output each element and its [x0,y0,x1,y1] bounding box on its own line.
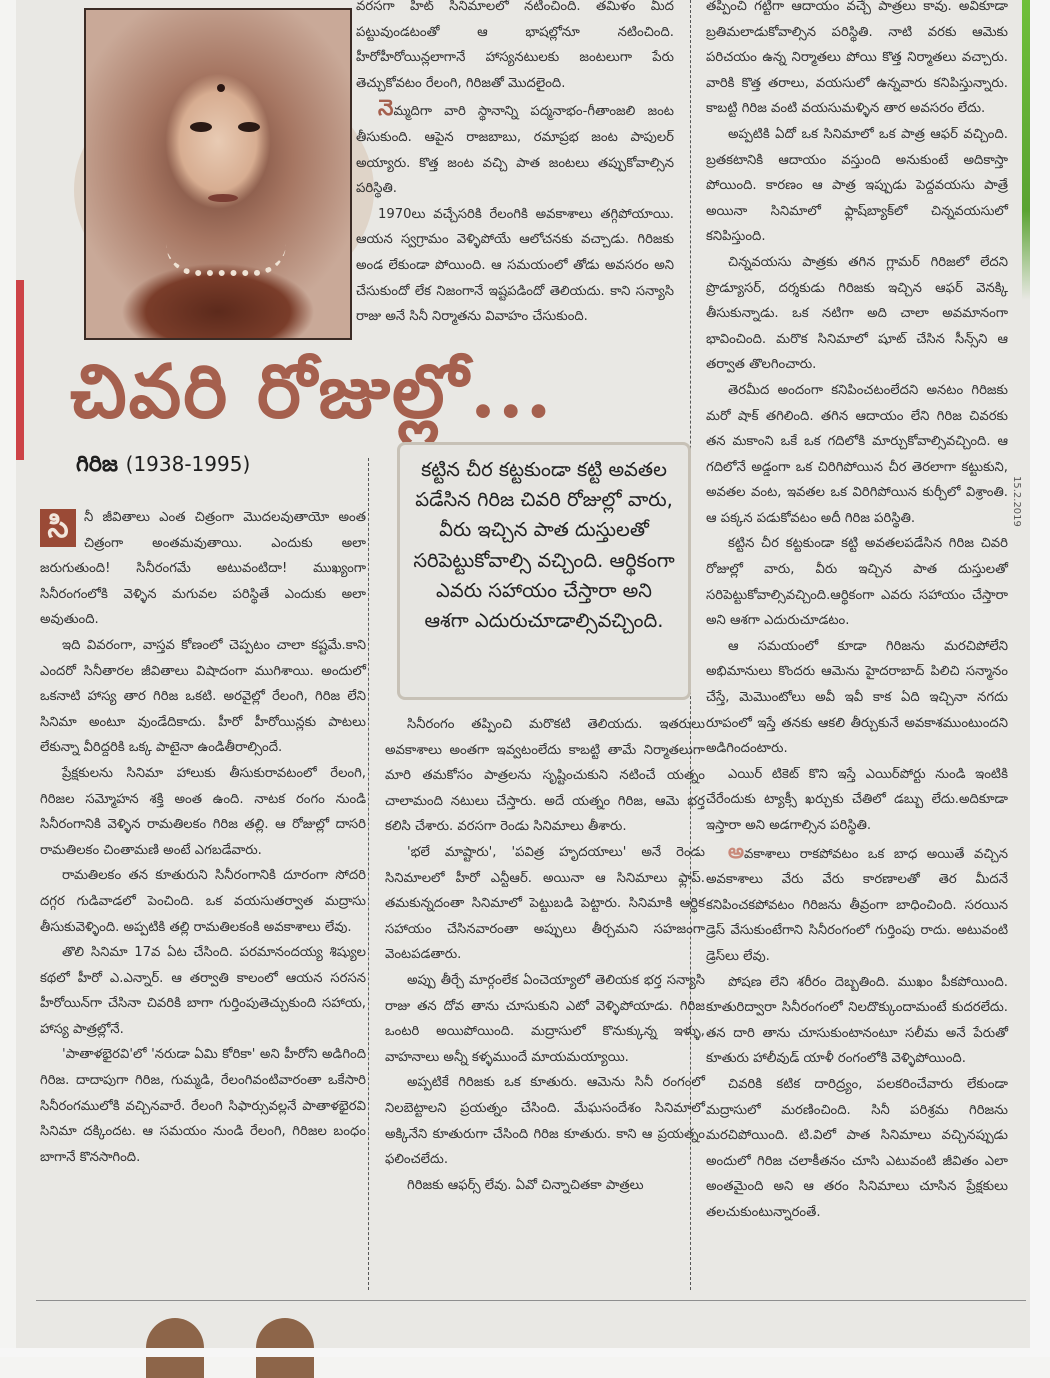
left-eye [190,122,212,132]
column-middle [385,712,705,1198]
paragraph: తెరమీద అందంగా కనిపించటంలేదని అనటం గిరిజకు మరో షాక్ తగిలింది. తగిన ఆదాయం లేని గిరిజ చివరకు తన మకాంని ఒకే ఒక గదిలోకి మార్చుకోవాల్సివచ్చింది. ఆ గదిలోనే అడ్డంగా ఒక చిరిగిపోయిన చీర తెరలాగా కట్టుకుని, అవతల వంట, ఇవతల ఒక విరిగిపోయిన కుర్చీలో విశ్రాంతి. ఆ పక్కన పడుకోవటం అదీ గిరిజ పరిస్థితి. [706,382,1008,526]
newspaper-page [16,0,1030,1357]
paragraph: వరసగా హిట్ సినిమాలలో నటించింది. తమిళం మీద పట్టువుండటంతో ఆ భాషల్లోనూ నటించింది. హీరోహీరోయిన్లలాగానే హాస్యనటులకు జంటలుగా పేరు తెచ్చుకోవటం రేలంగి, గిరిజతో మొదలైంది. [356,0,674,91]
scan-margin-right [1030,0,1050,1357]
paragraph: ఇది వివరంగా, వాస్తవ కోణంలో చెప్పటం చాలా కష్టమే.కాని ఎందరో సినీతారల జీవితాలు విషాదంగా ముగిశాయి. అందులో ఒకనాటి హాస్య తార గిరిజ ఒకటి. అరవైల్లో రేలంగి, గిరిజ లేని సినిమా అంటూ వుండేదికాదు. హీరో హీరోయిన్లకు పాటలు లేకున్నా వీరిద్దరికి ఒక్క పాటైనా ఉండితీరాల్సిందే. [40,637,366,756]
headline: చివరి రోజుల్లో... [70,349,554,435]
pull-quote-text: కట్టిన చీర కట్టకుండా కట్టి అవతల పడేసిన గిరిజ చివరి రోజుల్లో వారు, వీరు ఇచ్చిన పాత దుస్తులతో సరిపెట్టుకోవాల్సి వచ్చింది. ఆర్థికంగా ఎవరు సహాయం చేస్తారా అని ఆశగా ఎదురుచూడాల్సివచ్చింది. [413,458,675,633]
right-eye [238,122,260,132]
paragraph: అప్పటికి ఏదో ఒక సినిమాలో ఒక పాత్ర ఆఫర్ వచ్చింది. బ్రతకటానికి ఆదాయం వస్తుంది అనుకుంటే అదికాస్తా పోయింది. కారణం ఆ పాత్ర ఇప్పుడు పెద్దవయసు పాత్రే అయినా సినిమాలో ఫ్లాష్‌బ్యాక్‌లో చిన్నవయసులో కనిపిస్తుంది. [706,126,1008,245]
paragraph-text: నీ జీవితాలు ఎంత చిత్రంగా మొదలవుతాయో అంత చిత్రంగా అంతమవుతాయి. ఎందుకు అలా జరుగుతుంది! సినీరంగమే అటువంటిదా! ముఖ్యంగా సినీరంగంలోకి వెళ్ళిన మగువల పరిస్థితే ఎందుకు అలా అవుతుంది. [40,510,366,628]
paragraph-with-dropcap [356,96,674,201]
dropcap: సి [40,509,76,547]
paragraph-text: వకాశాలు రాకపోవటం ఒక బాధ అయితే వచ్చిన అవకాశాలు వేరు వేరు కారణాలతో తెర మీదనే కనిపించకపోవటం గిరిజను తీవ్రంగా బాధించింది. సరయిన డ్రెస్ వేసుకుంటేగాని సినీరంగంలో గుర్తింపు రాదు. అటువంటి డ్రెస్‌లు లేవు. [706,846,1008,964]
column-right [706,0,1008,1226]
column-divider [368,458,369,1290]
bottom-rule [36,1300,1026,1301]
paragraph: 1970లు వచ్చేసరికి రేలంగికి అవకాశాలు తగ్గిపోయాయి. ఆయన స్వగ్రామం వెళ్ళిపోయే ఆలోచనకు వచ్చాడు. గిరిజకు అండ లేకుండా పోయింది. ఆ సమయంలో తోడు అవసరం అని చేసుకుందో లేక నిజంగానే ఇష్టపడిందో తెలియదు. కాని సన్యాసి రాజు అనే సినీ నిర్మాతను వివాహం చేసుకుంది. [356,206,674,325]
lips [208,194,238,202]
column-left [40,505,366,1170]
paragraph: ఆ సమయంలో కూడా గిరిజను మరచిపోలేని అభిమానులు కొందరు ఆమెను హైదరాబాద్ పిలిచి సన్మానం చేస్తే, మెమొంటోలు అవీ ఇవీ కాక ఏది ఇచ్చినా నగదు రూపంలో ఇస్తే తనకు ఆకలి తీర్చుకునే అవకాశముంటుందని అడిగిందంటారు. [706,638,1008,757]
page-date: 15.2.2019 [1011,476,1022,527]
paragraph-with-dropcap [706,839,1008,970]
paragraph: అప్పటికే గిరిజకు ఒక కూతురు. ఆమెను సినీ రంగంలో నిలబెట్టాలని ప్రయత్నం చేసింది. మేఘసందేశం సినిమాలో అక్కినేని కూతురుగా చేసింది గిరిజ కూతురు. కాని ఆ ప్రయత్నం ఫలించలేదు. [385,1075,705,1168]
dropcap: అ [728,838,744,863]
bindi-mark [217,84,225,92]
paragraph-with-dropcap [40,505,366,633]
necklace [166,244,286,276]
paragraph: సినీరంగం తప్పించి మరొకటి తెలియదు. ఇతరులు అవకాశాలు అంతగా ఇవ్వటంలేదు కాబట్టి తామే నిర్మాతలుగా మారి తమకోసం పాత్రలను సృష్టించుకుని నటించే యత్నం చాలామంది నటులు చేస్తారు. అదే యత్నం గిరిజ, ఆమె భర్త కలిసి చేశారు. వరసగా రెండు సినిమాలు తీశారు. [385,717,705,835]
paragraph: రామతిలకం తన కూతురుని సినీరంగానికి దూరంగా సోదరి దగ్గర గుడివాడలో పెంచింది. ఒక వయసుతర్వాత మద్రాసు తీసుకువెళ్ళింది. అప్పటికి తల్లి రామతిలకంకి అవకాశాలు లేవు. [40,868,366,935]
column-top-middle [356,0,674,330]
paragraph: 'పాతాళభైరవి'లో 'నరుడా ఏమి కోరికా' అని హీరోని అడిగింది గిరిజ. దాదాపుగా గిరిజ, గుమ్మడి, రేలంగివంటివారంతా ఒకేసారి సినీరంగములోకి వచ్చినవారే. రేలంగి సిఫార్సువల్లనే పాతాళభైరవి సినిమా దక్కిందట. ఆ సమయం నుండి రేలంగి, గిరిజల బంధం బాగానే కొనసాగింది. [40,1047,366,1165]
paragraph: తప్పించి గట్టిగా ఆదాయం వచ్చే పాత్రలు కావు. అవికూడా బ్రతిమలాడుకోవాల్సిన పరిస్థితి. నాటి వరకు ఆమెకు పరిచయం ఉన్న నిర్మాతలు పోయి కొత్త నిర్మాతలు వచ్చారు. వారికి కొత్త తరాలు, వయసులో ఉన్నవారు కనిపిస్తున్నారు. కాబట్టి గిరిజ వంటి వయసుమళ్ళిన తార అవసరం లేదు. [706,0,1008,117]
dropcap: నె [378,96,394,122]
byline [76,452,250,482]
paragraph: పోషణ లేని శరీరం దెబ్బతింది. ముఖం పీకపోయింది. కూతురిద్వారా సినీరంగంలో నిలదొక్కుందామంటే కుదరలేదు. తన దారి తాను చూసుకుంటానంటూ సలీమ అనే పేరుతో కూతురు హాలీవుడ్ యాళీ రంగంలోకి వెళ్ళిపోయింది. [706,974,1008,1067]
paragraph: చివరికి కటిక దారిద్ర్యం, పలకరించేవారు లేకుండా మద్రాసులో మరణించింది. సినీ పరిశ్రమ గిరిజను మరచిపోయింది. టి.విలో పాత సినిమాలు వచ్చినప్పుడు అందులో గిరిజ చలాకీతనం చూసి ఎటువంటి జీవితం ఎలా అంతమైంది అని ఆ తరం సినిమాలు చూసిన ప్రేక్షకులు తలచుకుంటున్నారంతే. [706,1076,1008,1220]
paragraph: ఎయిర్ టికెట్ కొని ఇస్తే ఎయిర్‌పోర్టు నుండి ఇంటికి చేరేందుకు ట్యాక్సీ ఖర్చుకు చేతిలో డబ్బు లేదు.అదికూడా ఇస్తారా అని అడగాల్సిన పరిస్థితి. [706,766,1008,833]
paragraph-text: మ్మదిగా వారి స్థానాన్ని పద్మనాభం-గీతాంజలి జంట తీసుకుంది. ఆపైన రాజబాబు, రమాప్రభ జంట పాపులర్ అయ్యారు. కొత్త జంట వచ్చి పాత జంటలు తప్పుకోవాల్సిన పరిస్థితి. [356,104,674,197]
paragraph: 'భలే మాష్టారు', 'పవిత్ర హృదయాలు' అనే రెండు సినిమాలలో హీరో ఎన్టీఆర్. అయినా ఆ సినిమాలు ఫ్లాప్. తమకున్నదంతా సినిమాలో పెట్టుబడి పెట్టారు. సినిమాకి ఆర్థిక సహాయం చేసినవారంతా అప్పులు తీర్చమని సహజంగా వెంటపడతారు. [385,844,705,963]
green-page-edge [1022,0,1030,300]
paragraph: చిన్నవయసు పాత్రకు తగిన గ్లామర్ గిరిజలో లేదని ప్రొడ్యూసర్, దర్శకుడు గిరిజకు ఇచ్చిన ఆఫర్ వెనక్కి తీసుకున్నాడు. ఒక నటిగా అది చాలా అవమానంగా భావించింది. మరొక సినిమాలో షూట్ చేసిన సీన్స్‌ని ఆ తర్వాత తొలగించారు. [706,254,1008,373]
paragraph: కట్టిన చీర కట్టకుండా కట్టి అవతలపడేసిన గిరిజ చివరి రోజుల్లో వారు, వీరు ఇచ్చిన పాత దుస్తులతో సరిపెట్టుకోవాల్సివచ్చింది.ఆర్థికంగా ఎవరు సహాయం చేస్తారా అని ఆశగా ఎదురుచూడటం. [706,536,1008,629]
subject-name: గిరిజ [76,452,118,477]
portrait-photo [84,8,352,340]
paragraph: అప్పు తీర్చే మార్గంలేక ఏంచెయ్యాలో తెలియక భర్త సన్యాసి రాజు తన దోవ తాను చూసుకుని ఎటో వెళ్ళిపోయాడు. గిరిజ ఒంటరి అయిపోయింది. మద్రాసులో కొనుక్కున్న ఇళ్ళు, వాహనాలు అన్నీ కళ్ళముందే మాయమయ్యాయి. [385,972,705,1065]
subject-years: (1938-1995) [125,452,251,476]
paragraph: గిరిజకు ఆఫర్స్ లేవు. ఏవో చిన్నాచితకా పాత్రలు [407,1177,644,1193]
paragraph: ప్రేక్షకులను సినిమా హాలుకు తీసుకురావటంలో రేలంగి, గిరిజల సమ్మోహన శక్తి అంత ఉంది. నాటక రంగం నుండి సినీరంగానికి వెళ్ళిన రామతిలకం గిరిజ తల్లి. ఆ రోజుల్లో దాసరి రామతిలకం చింతామణి అంటే ఎగబడేవారు. [40,765,366,858]
pull-quote-box [397,442,691,700]
scan-margin-bottom [0,1348,1050,1357]
paragraph: తొలి సినిమా 17వ ఏట చేసింది. పరమానందయ్య శిష్యుల కథలో హీరో ఎ.ఎన్నార్. ఆ తర్వాతి కాలంలో ఆయన సరసన హీరోయిన్‌గా చేసినా చివరికి బాగా గుర్తింపుతెచ్చుకుంది సహాయ, హాస్య పాత్రల్లోనే. [40,945,366,1037]
